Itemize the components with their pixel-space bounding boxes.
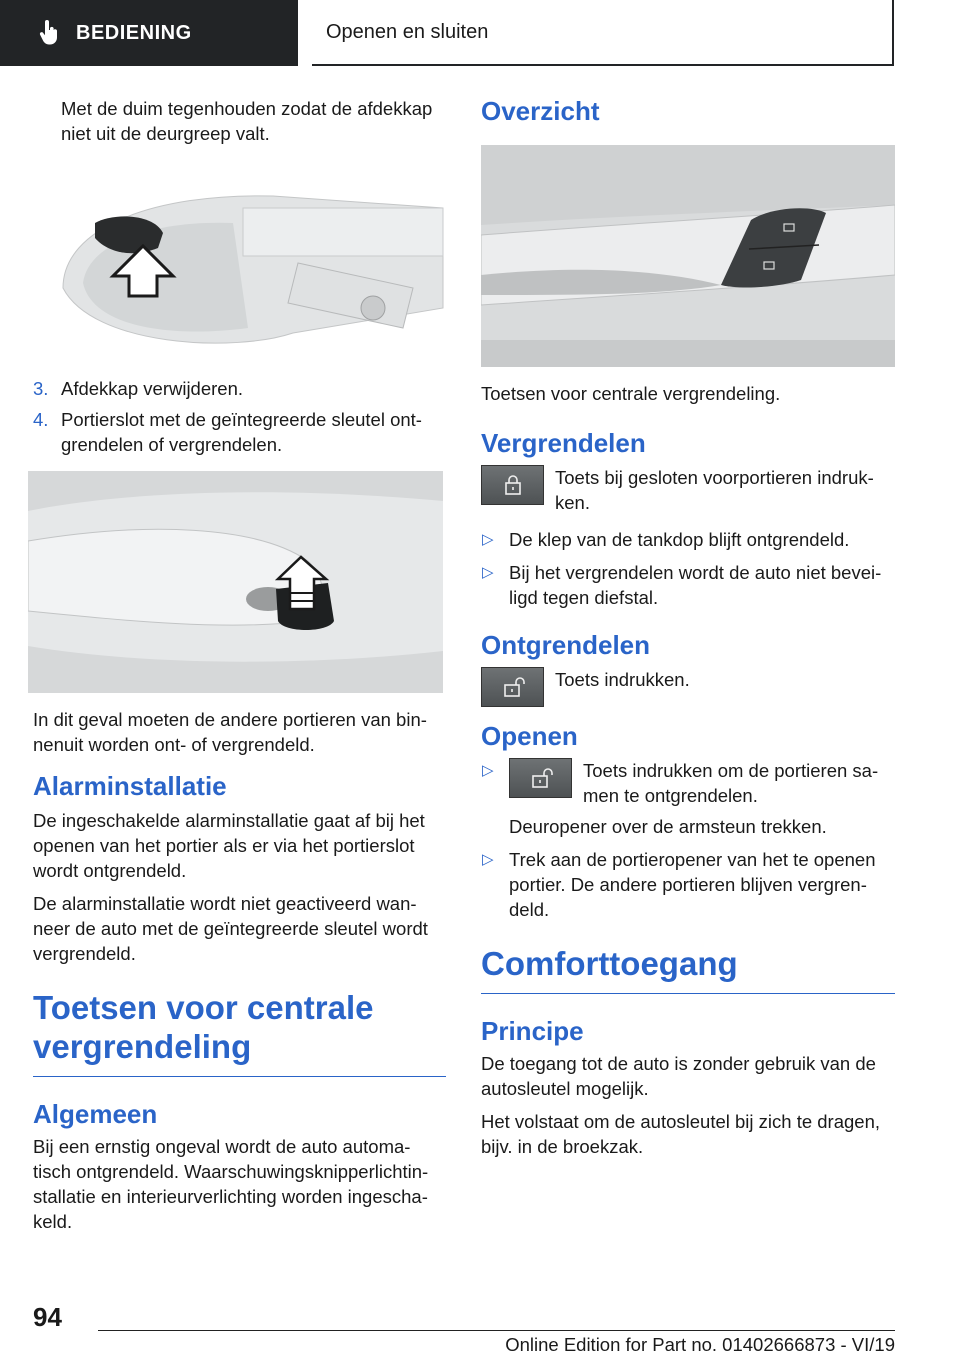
open-step-followup: Deuropener over de armsteun trekken. [509,816,827,837]
general-text: Bij een ernstig ongeval wordt de auto automa-tisch ontgrendeld. Waarschuwingsknipperlichtin-stallatie en interieurverlichting worden ingescha-keld. [33,1136,429,1232]
heading-general: Algemeen [33,1099,158,1129]
list-item: 4. Portierslot met de geïntegreerde sleutel ont-grendelen of vergrendelen. [33,409,422,455]
section-label: BEDIENING [76,21,192,44]
lock-text: Toets bij gesloten voorportieren indruk-ken. [555,467,874,513]
lock-icon [504,475,522,495]
heading-central-locking: Toetsen voor centrale vergrendeling [33,988,446,1077]
principle-text-1: De toegang tot de auto is zonder gebruik van de autosleutel mogelijk. [481,1053,876,1099]
principle-text-2: Het volstaat om de autosleutel bij zich te dragen, bijv. in de broekzak. [481,1111,881,1157]
alarm-text-2: De alarminstallatie wordt niet geactiveerd wan-neer de auto met de geïntegreerde sleutel wordt vergrendeld. [33,893,428,964]
heading-overview: Overzicht [481,96,600,126]
lock-button-image [481,465,544,505]
intro-text: Met de duim tegenhouden zodat de afdekkap niet uit de deurgreep valt. [61,98,433,144]
heading-lock: Vergrendelen [481,428,646,458]
door-handle-cover-illustration [33,168,446,364]
door-panel-buttons-illustration [481,145,895,367]
list-item: ▷ Toets indrukken om de portieren sa-men te ontgrendelen. Deuropener over de armsteun trekken. [481,758,895,839]
heading-unlock: Ontgrendelen [481,630,651,660]
list-item: ▷ Trek aan de portieropener van het te openen portier. De andere portieren blijven vergren-deld. [482,849,876,920]
edition-text: Online Edition for Part no. 01402666873 - VI/19 [505,1334,895,1355]
chapter-title: Openen en sluiten [312,0,894,66]
unlock-icon [504,677,526,697]
lock-bullet-list [481,527,895,610]
list-item: ▷ Bij het vergrendelen wordt de auto niet bevei-ligd tegen diefstal. [482,562,882,608]
heading-principle: Principe [481,1016,584,1046]
door-lock-key-illustration [28,471,443,693]
section-tab [0,0,298,66]
hand-touch-icon [38,20,60,46]
footer-divider [98,1330,895,1331]
step-list [33,376,446,457]
unlock-button-row [481,667,895,707]
right-column [481,96,895,1167]
unlock-icon [532,768,554,788]
page-number: 94 [33,1302,62,1332]
left-column [33,96,446,1242]
heading-open: Openen [481,721,578,751]
heading-comfort-access: Comforttoegang [481,944,895,994]
instruction-text: In dit geval moeten de andere portieren van bin-nenuit worden ont- of vergrendeld. [33,709,427,755]
list-item: ▷ De klep van de tankdop blijft ontgrendeld. [482,529,850,550]
heading-alarm: Alarminstallatie [33,771,227,801]
unlock-text: Toets indrukken. [555,669,690,690]
open-bullet-list [481,758,895,922]
alarm-text-1: De ingeschakelde alarminstallatie gaat af bij het openen van het portier als er via het portierslot wordt ontgrendeld. [33,810,425,881]
overview-caption: Toetsen voor centrale vergrendeling. [481,383,781,404]
unlock-button-image [481,667,544,707]
unlock-button-image [509,758,572,798]
lock-button-row [481,465,895,515]
list-item: 3. Afdekkap verwijderen. [33,378,244,399]
page-header [0,0,960,66]
